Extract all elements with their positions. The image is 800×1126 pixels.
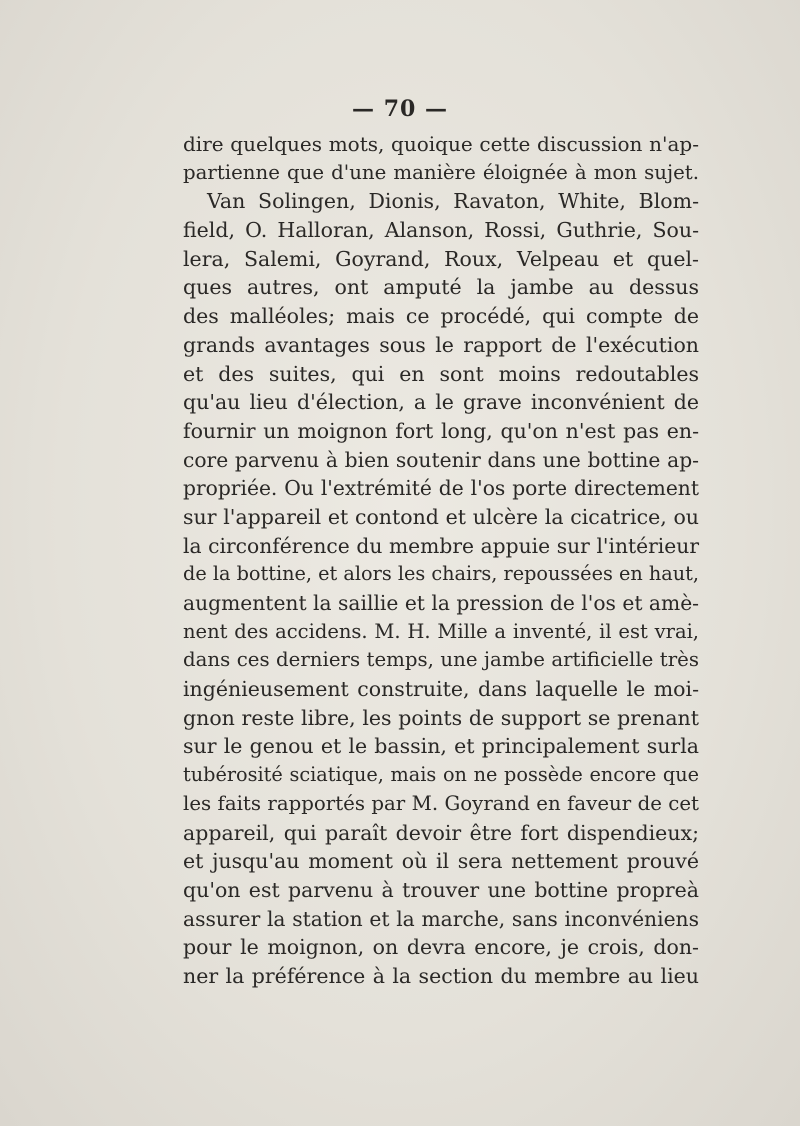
text-line: et jusqu'au moment où il sera nettement prouvé (183, 849, 699, 874)
text-line: core parvenu à bien soutenir dans une bottine ap- (183, 447, 699, 472)
text-line: ingénieusement construite, dans laquelle le moi- (183, 677, 699, 702)
text-line: ques autres, ont amputé la jambe au dessus (183, 275, 699, 300)
text-line: et des suites, qui en sont moins redoutables (183, 361, 699, 386)
text-line: Van Solingen, Dionis, Ravaton, White, Blom- (207, 189, 699, 214)
text-line: gnon reste libre, les points de support se prenant (183, 705, 699, 730)
text-line: partienne que d'une manière éloignée à mon sujet. (183, 160, 699, 184)
text-line: nent des accidens. M. H. Mille a inventé, il est vrai, (183, 619, 699, 643)
text-line: appareil, qui paraît devoir être fort dispendieux; (183, 820, 699, 845)
text-line: qu'on est parvenu à trouver une bottine propreà (183, 877, 699, 902)
text-line: des malléoles; mais ce procédé, qui compte de (183, 304, 699, 329)
text-line: assurer la station et la marche, sans inconvéniens (183, 906, 699, 931)
text-line: qu'au lieu d'élection, a le grave inconvénient de (183, 390, 699, 415)
text-line: field, O. Halloran, Alanson, Rossi, Guthrie, Sou- (183, 218, 699, 243)
text-line: pour le moignon, on devra encore, je crois, don- (183, 935, 699, 960)
text-line: ner la préférence à la section du membre au lieu (183, 963, 699, 988)
text-line: de la bottine, et alors les chairs, repoussées en haut, (183, 562, 699, 586)
text-line: la circonférence du membre appuie sur l'intérieur (183, 533, 699, 558)
text-line: lera, Salemi, Goyrand, Roux, Velpeau et quel- (183, 246, 699, 271)
page-number: — 70 — (352, 96, 448, 122)
text-line: sur le genou et le bassin, et principalement surla (183, 734, 699, 759)
text-line: dire quelques mots, quoique cette discussion n'ap- (183, 132, 699, 156)
text-line: augmentent la saillie et la pression de l'os et amè- (183, 591, 700, 615)
text-line: sur l'appareil et contond et ulcère la cicatrice, ou (183, 504, 699, 529)
text-line: tubérosité sciatique, mais on ne possède encore que (183, 763, 699, 787)
text-line: grands avantages sous le rapport de l'exécution (183, 332, 699, 357)
text-line: propriée. Ou l'extrémité de l'os porte directement (183, 476, 699, 501)
text-line: fournir un moignon fort long, qu'on n'est pas en- (183, 418, 699, 443)
body-text (183, 130, 699, 991)
text-line: dans ces derniers temps, une jambe artificielle très (183, 648, 699, 672)
text-line: les faits rapportés par M. Goyrand en faveur de cet (183, 791, 699, 815)
